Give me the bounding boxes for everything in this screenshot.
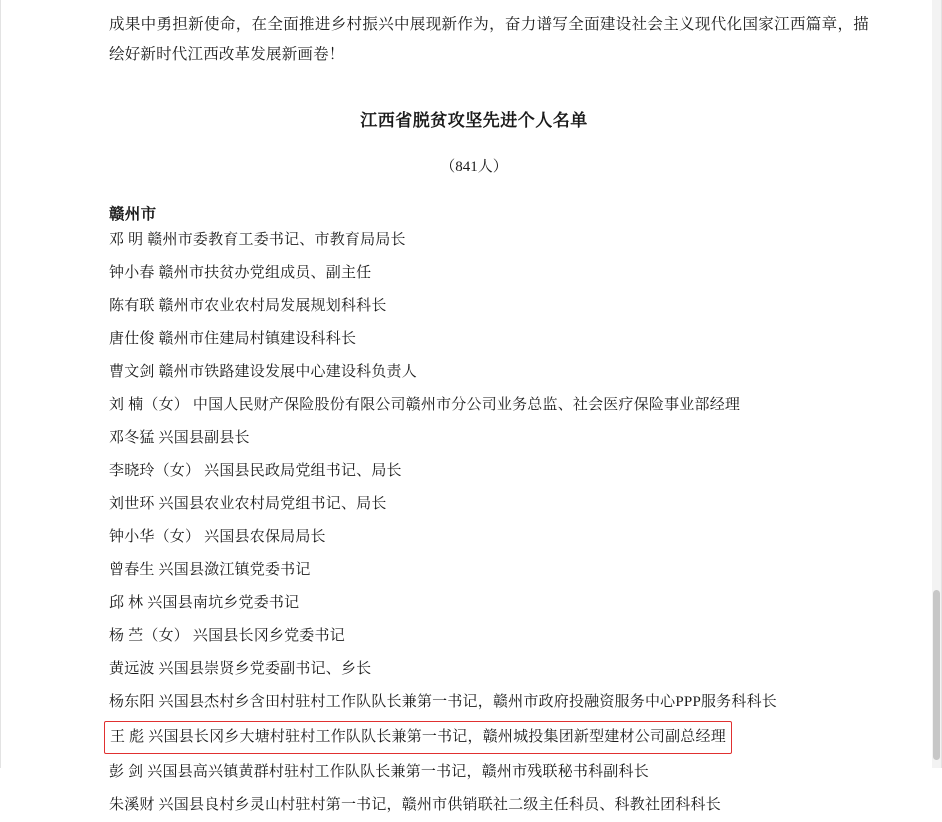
- entry-text: 邱 林 兴国县南坑乡党委书记: [109, 595, 300, 611]
- list-item: [109, 554, 869, 587]
- entry-text: 邓 明 赣州市委教育工委书记、市教育局局长: [109, 232, 406, 248]
- entry-text: 刘世环 兴国县农业农村局党组书记、局长: [109, 496, 387, 512]
- list-item: [109, 620, 869, 653]
- list-item: [109, 323, 869, 356]
- entry-text: 钟小华（女） 兴国县农保局局长: [109, 529, 326, 545]
- scrollbar[interactable]: [932, 0, 941, 768]
- section-heading-ganzhou: 赣州市: [109, 206, 157, 223]
- list-item: [109, 587, 869, 620]
- entry-text: 邓冬猛 兴国县副县长: [109, 430, 250, 446]
- entry-text: 李晓玲（女） 兴国县民政局党组书记、局长: [109, 463, 402, 479]
- list-item: [109, 653, 869, 686]
- list-item: [109, 257, 869, 290]
- list-item: [109, 356, 869, 389]
- list-item: [109, 756, 869, 789]
- entry-text: 杨东阳 兴国县杰村乡含田村驻村工作队队长兼第一书记，赣州市政府投融资服务中心PPP服务科科长: [109, 694, 777, 710]
- list-item: [109, 224, 869, 257]
- page-title: 江西省脱贫攻坚先进个人名单: [360, 111, 588, 130]
- intro-paragraph: 成果中勇担新使命，在全面推进乡村振兴中展现新作为，奋力谱写全面建设社会主义现代化国家江西篇章，描绘好新时代江西改革发展新画卷！: [109, 16, 869, 63]
- list-item: [109, 290, 869, 323]
- entry-text: 曾春生 兴国县潋江镇党委书记: [109, 562, 311, 578]
- document-content: [1, 0, 941, 822]
- list-item: [109, 422, 869, 455]
- list-item: [109, 686, 869, 719]
- list-item-partial: [109, 789, 869, 822]
- list-item: [109, 455, 869, 488]
- entry-text: 彭 剑 兴国县高兴镇黄群村驻村工作队队长兼第一书记，赣州市残联秘书科副科长: [109, 764, 649, 780]
- entry-text: 钟小春 赣州市扶贫办党组成员、副主任: [109, 265, 372, 281]
- highlighted-list-item: [109, 719, 869, 756]
- entry-text: 朱溪财 兴国县良村乡灵山村驻村第一书记，赣州市供销联社二级主任科员、科教社团科科长: [109, 797, 721, 813]
- list-item: [109, 521, 869, 554]
- list-item: [109, 389, 869, 422]
- entry-text: 陈有联 赣州市农业农村局发展规划科科长: [109, 298, 387, 314]
- entry-text: 唐仕俊 赣州市住建局村镇建设科科长: [109, 331, 357, 347]
- entry-text: 黄远波 兴国县崇贤乡党委副书记、乡长: [109, 661, 372, 677]
- list-item: [109, 488, 869, 521]
- page-subtitle: （841人）: [440, 159, 508, 175]
- entry-text: 刘 楠（女） 中国人民财产保险股份有限公司赣州市分公司业务总监、社会医疗保险事业部经理: [109, 397, 741, 413]
- highlighted-entry-text: 王 彪 兴国县长冈乡大塘村驻村工作队队长兼第一书记，赣州城投集团新型建材公司副总经理: [104, 721, 732, 754]
- entry-text: 曹文剑 赣州市铁路建设发展中心建设科负责人: [109, 364, 417, 380]
- entry-text: 杨 苎（女） 兴国县长冈乡党委书记: [109, 628, 345, 644]
- scrollbar-thumb[interactable]: [933, 590, 940, 760]
